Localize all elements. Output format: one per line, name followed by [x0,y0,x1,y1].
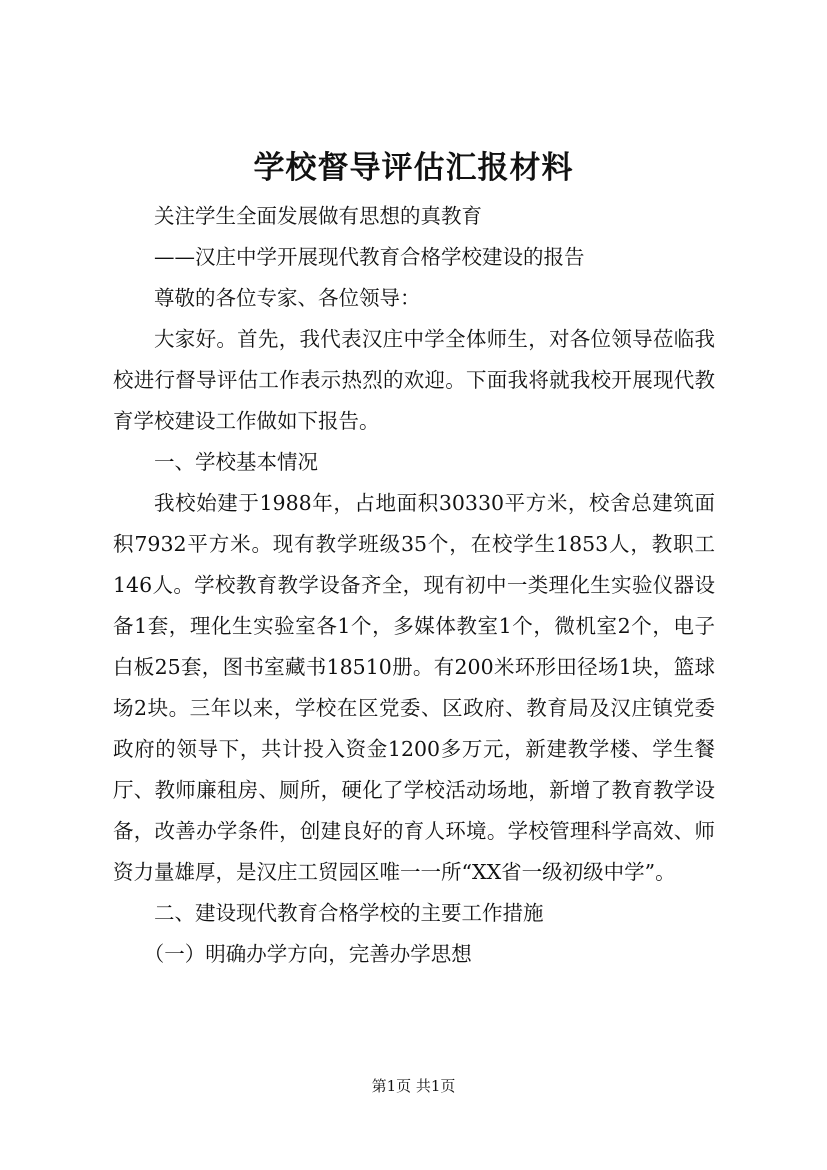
subtitle-line: 关注学生全面发展做有思想的真教育 [154,204,482,228]
sub-heading-direction: （一）明确办学方向，完善办学思想 [143,942,472,966]
subtitle-report-line: ——汉庄中学开展现代教育合格学校建设的报告 [154,245,585,269]
page-footer: 第1页 共1页 [371,1077,456,1095]
intro-paragraph: 大家好。首先，我代表汉庄中学全体师生，对各位领导莅临我校进行督导评估工作表示热烈的欢迎。下面我将就我校开展现代教育学校建设工作做如下报告。 [113,327,715,433]
salutation: 尊敬的各位专家、各位领导： [154,286,421,310]
document-body [113,196,715,975]
document-title: 学校督导评估汇报材料 [253,150,574,186]
section-heading-measures: 二、建设现代教育合格学校的主要工作措施 [154,901,544,925]
basic-info-paragraph: 我校始建于1988年，占地面积30330平方米，校舍总建筑面积7932平方米。现有教学班级35个，在校学生1853人，教职工146人。学校教育教学设备齐全，现有初中一类理化生实验仪器设备1套，理化生实验室各1个，多媒体教室1个，微机室2个，电子白板25套，图书室藏书18510册。有200米环形田径场1块，篮球场2块。三年以来，学校在区党委、区政府、教育局及汉庄镇党委政府的领导下，共计投入资金1200多万元，新建教学楼、学生餐厅、教师廉租房、厕所，硬化了学校活动场地，新增了教育教学设备，改善办学条件，创建良好的育人环境。学校管理科学高效、师资力量雄厚，是汉庄工贸园区唯一一所“XX省一级初级中学”。 [113,491,715,884]
section-heading-basic-info: 一、学校基本情况 [154,450,318,474]
